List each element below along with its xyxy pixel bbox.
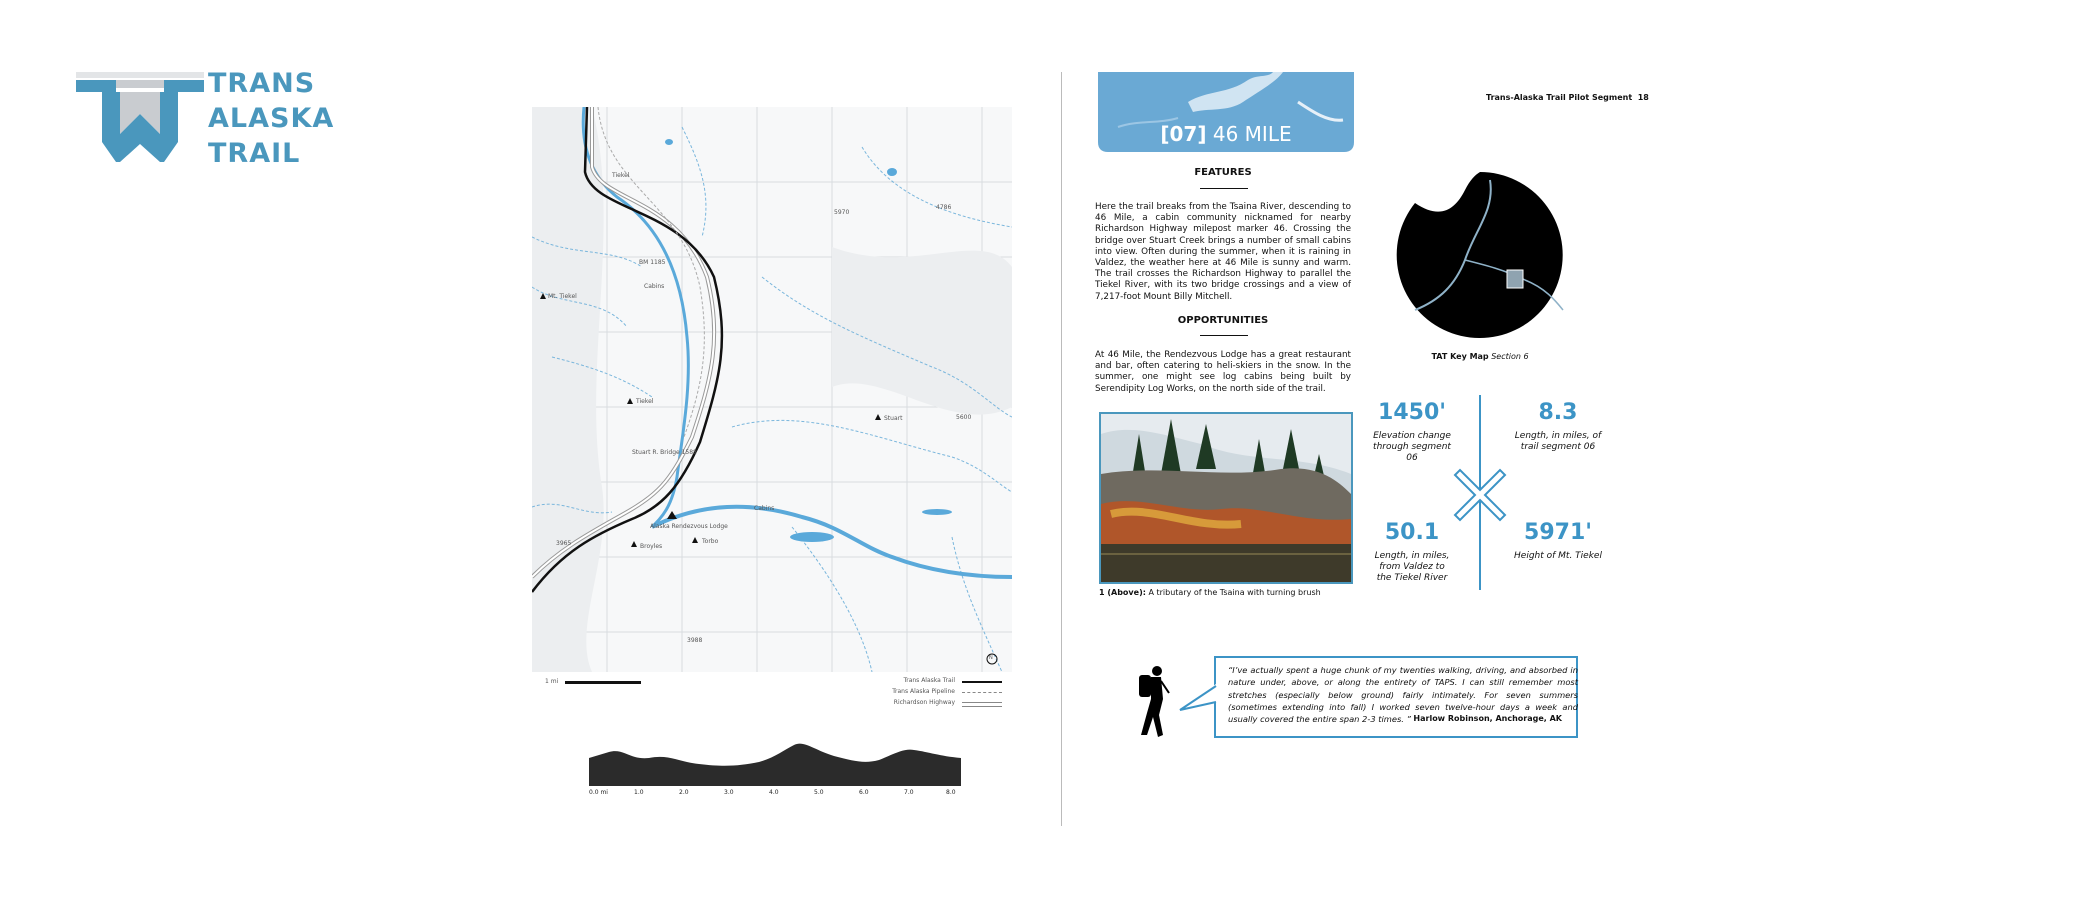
logo-line: TRAIL: [208, 138, 301, 169]
elevation-tick: 8.0: [946, 789, 956, 796]
photo-caption-text: A tributary of the Tsaina with turning brush: [1145, 588, 1321, 597]
elevation-tick: 2.0: [679, 789, 689, 796]
elevation-tick: 0.0 mi: [589, 789, 608, 796]
quote-pointer: [1178, 684, 1218, 714]
elevation-tick: 3.0: [724, 789, 734, 796]
hiker-icon: [1133, 663, 1173, 741]
map-label: Torbo: [702, 538, 719, 545]
features-heading: FEATURES: [1194, 167, 1252, 178]
map-label: 5970: [834, 209, 850, 216]
photo: [1099, 412, 1353, 584]
logo-line: TRANS: [208, 68, 316, 99]
legend-trail-line: [962, 681, 1002, 683]
elevation-tick: 1.0: [634, 789, 644, 796]
map-label: Cabins: [644, 283, 665, 290]
stat-value: 1450': [1378, 400, 1446, 425]
stat-value: 8.3: [1538, 400, 1578, 425]
key-map-caption: [1395, 352, 1565, 361]
photo-caption: [1099, 588, 1321, 597]
elevation-tick: 6.0: [859, 789, 869, 796]
key-map-caption-bold: TAT Key Map: [1431, 352, 1489, 361]
map-label: Mt. Tiekel: [548, 293, 577, 300]
elevation-tick: 5.0: [814, 789, 824, 796]
elevation-profile: [589, 740, 961, 786]
map-label: Alaska Rendezvous Lodge: [650, 523, 728, 530]
map-label: 4786: [936, 204, 952, 211]
stat-value: 50.1: [1384, 520, 1440, 545]
map-label: Cabins: [754, 505, 775, 512]
key-map: [1395, 170, 1565, 340]
map-label: 3988: [687, 637, 703, 644]
opportunities-rule: [1200, 335, 1248, 336]
legend-highway: Richardson Highway: [893, 699, 955, 706]
logo-emblem: [76, 72, 204, 164]
stat-desc: Length, in miles, from Valdez to the Tiekel River: [1374, 551, 1450, 583]
stat-desc: Height of Mt. Tiekel: [1514, 551, 1602, 561]
key-map-caption-italic: Section 6: [1491, 352, 1529, 361]
opportunities-text: At 46 Mile, the Rendezvous Lodge has a great restaurant and bar, often catering to heli-skiers in the snow. In the summer, one might see log cabins being built by Serendipity Log Works, on the north side of the trail.: [1095, 350, 1351, 394]
map-label: Broyles: [640, 543, 663, 550]
features-rule: [1200, 188, 1248, 189]
elevation-ticks: [589, 789, 969, 799]
trail-map: [532, 107, 1012, 672]
map-label: 5600: [956, 414, 972, 421]
quote-text: “I’ve actually spent a huge chunk of my twenties walking, driving, and absorbed in nature under, above, or along the entirety of TAPS. I can still remember most stretches (especially below ground) fairly intimately. For seven summers (sometimes extending into fall) I worked seven twelve-hour days a week and usually covered the entire span 2-3 times. ”: [1228, 665, 1578, 725]
section-title: [1098, 122, 1354, 146]
map-label: Tiekel: [612, 172, 630, 179]
logo-wordmark: [208, 66, 348, 171]
opportunities-heading: OPPORTUNITIES: [1177, 315, 1269, 326]
map-label: Stuart R. Bridge 1588: [632, 449, 697, 456]
features-text: Here the trail breaks from the Tsaina River, descending to 46 Mile, a cabin community nicknamed for nearby Richardson Highway milepost marker 46. Crossing the bridge over Stuart Creek brings a number of small cabins into view. Often during the summer, when it is raining in Valdez, the weather here at 46 Mile is sunny and warm. The trail crosses the Richardson Highway to parallel the Tiekel River, with its two bridge crossings and a view of 7,217-foot Mount Billy Mitchell.: [1095, 202, 1351, 302]
elevation-tick: 7.0: [904, 789, 914, 796]
section-name: 46 MILE: [1212, 122, 1292, 146]
stat-desc: Length, in miles, of trail segment 06: [1514, 431, 1602, 452]
quote-author: Harlow Robinson, Anchorage, AK: [1413, 714, 1562, 723]
photo-caption-bold: 1 (Above):: [1099, 588, 1146, 597]
page-divider: [1061, 72, 1062, 826]
page-marker: [1486, 93, 1649, 102]
stat-value: 5971': [1524, 520, 1592, 545]
scale-bar: [565, 681, 641, 684]
legend-pipeline-line: [962, 692, 1002, 693]
section-number: [07]: [1160, 122, 1207, 146]
logo-line: ALASKA: [208, 103, 335, 134]
map-drawing: [532, 107, 1012, 672]
map-label: BM 1185: [639, 259, 666, 266]
stat-desc: Elevation change through segment 06: [1373, 431, 1451, 463]
scale-label: 1 mi: [545, 678, 559, 685]
map-label: 3965: [556, 540, 572, 547]
north-symbol: N: [989, 655, 993, 661]
page-marker-text: Trans-Alaska Trail Pilot Segment: [1486, 93, 1633, 102]
legend-trail: Trans Alaska Trail: [903, 677, 955, 684]
page-number: 18: [1637, 93, 1649, 102]
map-label: Tiekel: [636, 398, 654, 405]
stats-cross: [1450, 465, 1510, 525]
legend-highway-line: [962, 702, 1002, 707]
elevation-tick: 4.0: [769, 789, 779, 796]
map-label: Stuart: [884, 415, 903, 422]
legend-pipeline: Trans Alaska Pipeline: [892, 688, 955, 695]
